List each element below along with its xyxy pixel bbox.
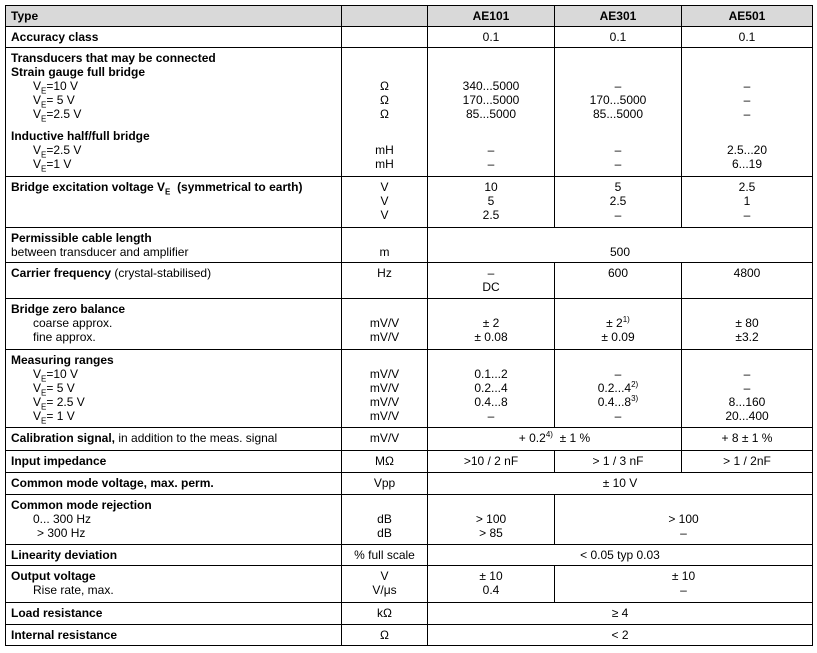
linearity-row: [6, 545, 813, 566]
common-mode-rejection-row: [6, 495, 813, 545]
excitation-label: Bridge excitation voltage $V_E$ (symmetrical to earth): [6, 177, 342, 228]
accuracy-row: [6, 27, 813, 48]
carrier-ae101: – DC: [428, 263, 555, 299]
load-resistance-label: Load resistance: [6, 603, 342, 625]
zero-balance-row: [6, 299, 813, 350]
model-header-ae301: AE301: [555, 6, 682, 27]
impedance-label: Input impedance: [6, 451, 342, 473]
type-header: Type: [6, 6, 342, 27]
zero-balance-units: mV/V mV/V: [342, 299, 428, 350]
model-header-ae501: AE501: [682, 6, 813, 27]
measuring-ranges-ae101: 0.1...2 0.2...4 0.4...8 –: [428, 350, 555, 428]
carrier-ae301: 600: [555, 263, 682, 299]
transducers-row: [6, 48, 813, 177]
transducers-label-cell: [6, 48, 342, 177]
transducers-ae501: – – – 2.5...20 6...19: [682, 48, 813, 177]
excitation-units: V V V: [342, 177, 428, 228]
carrier-ae501: 4800: [682, 263, 813, 299]
output-voltage-ae101: ± 10 0.4: [428, 566, 555, 603]
calibration-row: [6, 428, 813, 451]
calibration-ae501: + 8 ± 1 %: [682, 428, 813, 451]
cable-value: 500: [428, 228, 813, 263]
linearity-unit: % full scale: [342, 545, 428, 566]
model-header-ae101: AE101: [428, 6, 555, 27]
excitation-ae101: 10 5 2.5: [428, 177, 555, 228]
strain-ve-5: $V_E= 5$ V: [33, 93, 75, 110]
zero-balance-ae301: ± $2^{1)}$ ± 0.09: [555, 299, 682, 350]
inductive-ve-2-5: $V_E=2.5$ V: [33, 143, 82, 160]
common-mode-voltage-row: [6, 473, 813, 495]
measuring-ranges-row: [6, 350, 813, 428]
measuring-ranges-ae501: – – 8...160 20...400: [682, 350, 813, 428]
strain-ve-2-5: $V_E=2.5$ V: [33, 107, 82, 124]
zero-balance-label: Bridge zero balance coarse approx. fine approx.: [6, 299, 342, 350]
output-voltage-row: [6, 566, 813, 603]
linearity-label: Linearity deviation: [6, 545, 342, 566]
measuring-ranges-ae301: – 0.2...4$^{2)}$ 0.4...8$^{3)}$ –: [555, 350, 682, 428]
output-voltage-units: V V/μs: [342, 566, 428, 603]
excitation-ae301: 5 2.5 –: [555, 177, 682, 228]
cable-label: Permissible cable length between transducer and amplifier: [6, 228, 342, 263]
impedance-ae101: >10 / 2 nF: [428, 451, 555, 473]
common-mode-rejection-ae101: > 100 > 85: [428, 495, 555, 545]
common-mode-rejection-units: dB dB: [342, 495, 428, 545]
carrier-label: Carrier frequency (crystal-stabilised): [6, 263, 342, 299]
zero-balance-ae501: ± 80 ±3.2: [682, 299, 813, 350]
measuring-ranges-units: mV/V mV/V mV/V mV/V: [342, 350, 428, 428]
internal-resistance-label: Internal resistance: [6, 625, 342, 646]
carrier-unit: Hz: [342, 263, 428, 299]
unit-header: [342, 6, 428, 27]
linearity-value: < 0.05 typ 0.03: [428, 545, 813, 566]
spec-table: [5, 5, 813, 646]
strain-ve-10: $V_E=10$ V: [33, 79, 79, 96]
common-mode-rejection-label: Common mode rejection 0... 300 Hz > 300 Hz: [6, 495, 342, 545]
output-voltage-ae301-ae501: ± 10 –: [555, 566, 813, 603]
excitation-row: [6, 177, 813, 228]
impedance-ae501: > 1 / 2nF: [682, 451, 813, 473]
zero-balance-ae101: ± 2 ± 0.08: [428, 299, 555, 350]
internal-resistance-row: [6, 625, 813, 646]
transducers-units: Ω Ω Ω mH mH: [342, 48, 428, 177]
impedance-unit: MΩ: [342, 451, 428, 473]
load-resistance-unit: kΩ: [342, 603, 428, 625]
inductive-title: Inductive half/full bridge: [11, 129, 150, 143]
common-mode-rejection-ae301-ae501: > 100 –: [555, 495, 813, 545]
transducers-ae101: 340...5000 170...5000 85...5000 – –: [428, 48, 555, 177]
calibration-label: Calibration signal, in addition to the meas. signal: [6, 428, 342, 451]
transducers-title: Transducers that may be connected: [11, 51, 216, 65]
common-mode-voltage-unit: Vpp: [342, 473, 428, 495]
load-resistance-value: ≥ 4: [428, 603, 813, 625]
internal-resistance-value: < 2: [428, 625, 813, 646]
strain-gauge-title: Strain gauge full bridge: [11, 65, 146, 79]
excitation-ae501: 2.5 1 –: [682, 177, 813, 228]
load-resistance-row: [6, 603, 813, 625]
accuracy-ae301: 0.1: [555, 27, 682, 48]
carrier-row: [6, 263, 813, 299]
cable-unit: m: [342, 228, 428, 263]
inductive-ve-1: $V_E=1$ V: [33, 157, 72, 174]
impedance-row: [6, 451, 813, 473]
common-mode-voltage-label: Common mode voltage, max. perm.: [6, 473, 342, 495]
common-mode-voltage-value: ± 10 V: [428, 473, 813, 495]
calibration-ae101-ae301: + $0.2^{4)} \pm 1$ %: [428, 428, 682, 451]
measuring-ranges-label: Measuring ranges $V_E=10$ V $V_E= 5$ V $V_E= 2.5$ V $V_E= 1$ V: [6, 350, 342, 428]
impedance-ae301: > 1 / 3 nF: [555, 451, 682, 473]
cable-row: [6, 228, 813, 263]
accuracy-ae101: 0.1: [428, 27, 555, 48]
accuracy-ae501: 0.1: [682, 27, 813, 48]
transducers-ae301: – 170...5000 85...5000 – –: [555, 48, 682, 177]
calibration-unit: mV/V: [342, 428, 428, 451]
accuracy-label: Accuracy class: [6, 27, 342, 48]
internal-resistance-unit: Ω: [342, 625, 428, 646]
header-row: [6, 6, 813, 27]
output-voltage-label: Output voltage Rise rate, max.: [6, 566, 342, 603]
